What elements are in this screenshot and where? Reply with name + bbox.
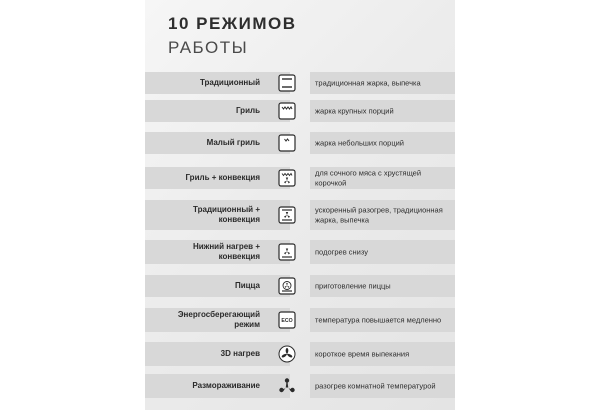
svg-text:ECO: ECO [281, 318, 293, 325]
mode-row [145, 275, 455, 297]
mode-row [145, 342, 455, 366]
conventional-fan-icon [278, 206, 296, 224]
mode-row [145, 240, 455, 264]
defrost-icon [278, 377, 296, 395]
mode-name: 3D нагрев [220, 349, 260, 358]
mode-description: традиционная жарка, выпечка [315, 78, 421, 88]
mode-name: Гриль + конвекция [185, 173, 260, 182]
mode-row [145, 132, 455, 154]
mode-name: Традиционный + конвекция [193, 205, 260, 224]
mode-description: жарка небольших порций [315, 138, 404, 148]
mode-name: Гриль [235, 106, 260, 115]
mode-description: жарка крупных порций [315, 106, 394, 116]
mode-row [145, 72, 455, 94]
mode-description: для сочного мяса с хрустящей корочкой [315, 168, 422, 187]
page-subtitle: РАБОТЫ [168, 38, 249, 57]
mode-row [145, 200, 455, 230]
mode-row [145, 308, 455, 332]
conventional-heat-icon [278, 74, 296, 92]
mode-name: Традиционный [199, 78, 260, 87]
mode-name: Пицца [234, 281, 260, 290]
mode-description: приготовление пиццы [315, 281, 391, 291]
grill-fan-icon [278, 169, 296, 187]
mode-row [145, 374, 455, 398]
mode-row [145, 100, 455, 122]
bottom-heat-fan-icon [278, 243, 296, 261]
page-title: 10 РЕЖИМОВ [168, 14, 297, 33]
mode-description: подогрев снизу [315, 247, 368, 257]
mode-description: разогрев комнатной температурой [315, 381, 436, 391]
mode-description: короткое время выпекания [315, 349, 410, 359]
mode-description: температура повышается медленно [315, 315, 442, 325]
mode-name: Малый гриль [206, 138, 260, 147]
eco-icon [278, 311, 296, 329]
pizza-icon [278, 277, 296, 295]
mode-row [145, 167, 455, 189]
mode-name: Энергосберегающий режим [177, 310, 260, 329]
small-grill-icon [278, 134, 296, 152]
mode-name: Нижний нагрев + конвекция [192, 242, 260, 261]
grill-icon [278, 102, 296, 120]
mode-description: ускоренный разогрев, традиционная жарка, выпечка [315, 205, 443, 224]
3d-heat-fan-icon [278, 345, 296, 363]
mode-name: Размораживание [192, 381, 260, 390]
